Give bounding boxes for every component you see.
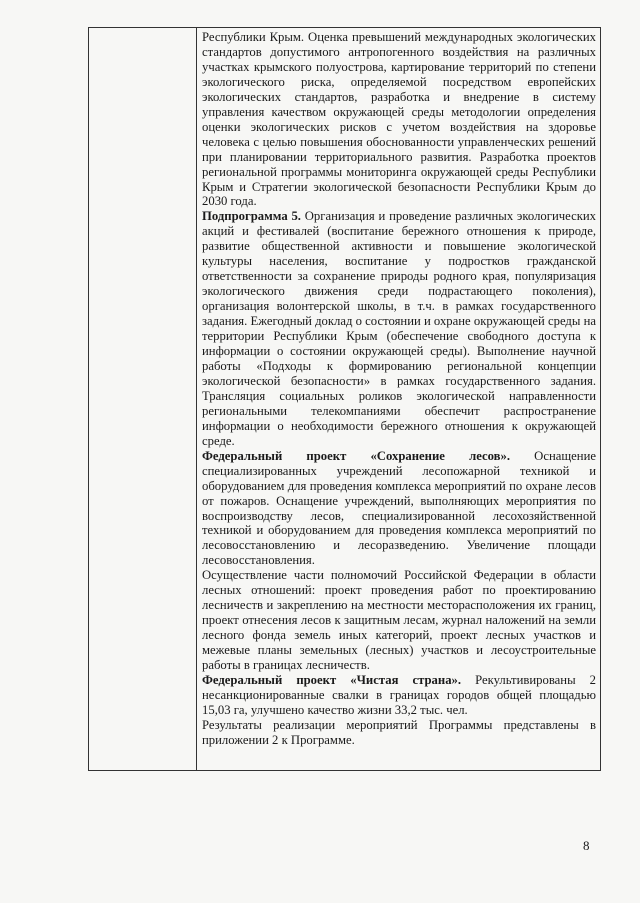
paragraph-results	[202, 718, 596, 748]
paragraph-subprogram-5	[202, 209, 596, 448]
forest-project-heading: Федеральный проект «Сохранение лесов».	[202, 448, 511, 463]
page-number: 8	[583, 838, 590, 853]
forest-project-text: Оснащение специализированных учреждений лесопожарной техникой и оборудованием для проведения комплекса мероприятий по охране лесов от пожаров. Оснащение учреждений, выполняющих мероприятия по воспроизводству лесов, специализированной лесохозяйственной техникой и оборудованием для проведения комплекса мероприятий по лесовосстановлению и лесоразведению. Увеличение площади лесовосстановления.	[202, 448, 597, 568]
subprogram-5-text: Организация и проведение различных экологических акций и фестивалей (воспитание бережного отношения к природе, развитие общественной активности и повышение экологической культуры населения, воспитание у подростков гражданской ответственности за сохранение природы родного края, популяризация экологического движения среди подрастающего поколения), организация волонтерской школы, в т.ч. в рамках государственного задания. Ежегодный доклад о состоянии и охране окружающей среды на территории Республики Крым (обеспечение свободного доступа к информации о состоянии окружающей среды). Выполнение научной работы «Подходы к формированию региональной концепции экологической безопасности» в рамках государственного задания. Трансляция социальных роликов экологической направленности региональными телекомпаниями обеспечит распространение информации о необходимости бережного отношения к окружающей среде.	[202, 209, 597, 448]
paragraph-1-text: Республики Крым. Оценка превышений международных экологических стандартов допустимого антропогенного воздействия на различных участках крымского полуострова, картирование территорий по степени экологического риска, определяемой посредством европейских экологических стандартов, разработка и внедрение в систему управления качеством окружающей среды методологии определения оценки экологических рисков с учетом воздействия на здоровье человека с целью повышения обоснованности управленческих решений при планировании территориального развития. Разработка проектов региональной программы мониторинга окружающей среды Республики Крым и Стратегии экологической безопасности Республики Крым до 2030 года.	[202, 30, 596, 209]
clean-country-heading: Федеральный проект «Чистая страна».	[202, 672, 462, 687]
federal-powers-text: Осуществление части полномочий Российской Федерации в области лесных отношений: проект проведения работ по проектированию лесничеств и закреплению на местности месторасположения их границ, проект отнесения лесов к защитным лесам, журнал наложений на земли лесного фонда земель иных категорий, проект лесных участков и межевые планы земельных (лесных) участков и лесоустроительные работы в границах лесничеств.	[202, 568, 596, 673]
subprogram-5-heading: Подпрограмма 5.	[202, 209, 301, 224]
paragraph-1	[202, 30, 596, 209]
paragraph-forest-project	[202, 449, 596, 569]
column-divider	[196, 27, 197, 771]
paragraph-clean-country	[202, 673, 596, 718]
table-cell-text	[202, 30, 596, 748]
paragraph-federal-powers	[202, 568, 596, 673]
results-text: Результаты реализации мероприятий Программы представлены в приложении 2 к Программе.	[202, 717, 596, 747]
clean-country-text: Рекультивированы 2 несанкционированные свалки в границах городов общей площадью 15,03 га, улучшено качество жизни 33,2 тыс. чел.	[202, 672, 596, 717]
